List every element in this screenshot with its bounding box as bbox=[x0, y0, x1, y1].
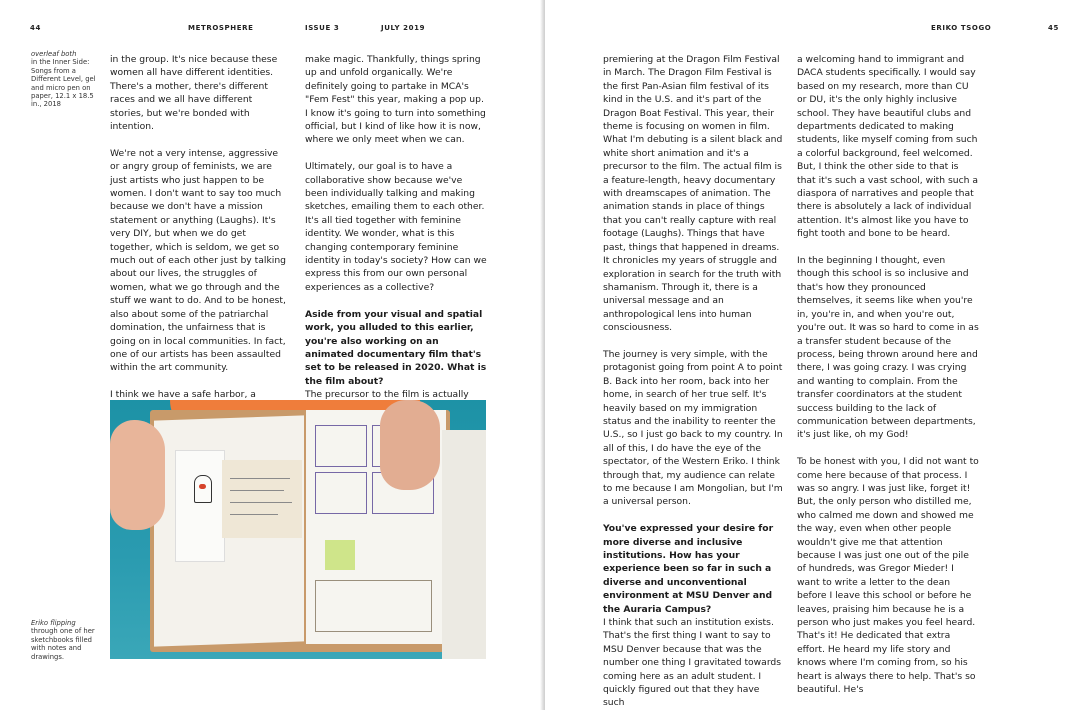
interview-question: Aside from your visual and spatial work, you alluded to this earlier, you're also working on an animated documentary film that's set to be released in 2020. What is the film about? bbox=[305, 308, 487, 387]
caption-photo-title: Eriko flipping bbox=[31, 619, 76, 627]
green-sticky-note bbox=[325, 540, 355, 570]
handwriting-line bbox=[230, 478, 290, 479]
left-page bbox=[0, 0, 543, 710]
article-column-1 bbox=[110, 53, 286, 428]
caption-photo bbox=[31, 619, 101, 661]
storyboard-frame bbox=[315, 425, 367, 467]
article-column-3 bbox=[603, 53, 783, 710]
figure-drawing bbox=[194, 475, 212, 503]
paragraph: premiering at the Dragon Film Festival in March. The Dragon Film Festival is the first Pan-Asian film festival of its kind in the U.S. and it's part of the Dragon Boat Festival. This year, their theme is focusing on women in film. What I'm debuting is a silent black and white short animation and it's a precursor to the film. The actual film is a feature-length, heavy documentary with dreamscapes of animation. The animation stands in place of things that you can't really capture with real footage (Laughs). Things that have past, things that happened in dreams. It chronicles my years of struggle and exploration in search for the truth with shamanism. Through it, there is a universal message and an anthropological lens into human consciousness. bbox=[603, 54, 783, 334]
loose-sketch-card bbox=[175, 450, 225, 562]
paragraph: I think that such an institution exists. That's the first thing I want to say to MSU Denver because that was the number one thing I gravitated towards coming here as an adult student. I quickly figured out that they have such bbox=[603, 617, 782, 709]
loose-papers bbox=[442, 430, 486, 659]
note-sheet bbox=[222, 460, 302, 538]
paragraph: make magic. Thankfully, things spring up and unfold organically. We're definitely going to partake in MCA's "Fem Fest" this year, making a pop up. I know it's going to turn into something official, but I kind of like how it is now, where we only meet when we can. bbox=[305, 54, 486, 146]
paragraph: To be honest with you, I did not want to come here because of that process. I was so angry. I was just like, forget it! But, the only person who distilled me, who calmed me down and showed me the way, even when other people wouldn't give me that attention because I was just one out of the pile of hundreds, was Gregor Mieder! I want to write a letter to the dean before I leave this school or before he leaves, praising him because he is a person who just makes you feel heard. That's it! He dedicated that extra effort. He heard my life story and knows where I'm coming from, so his heart is always there to help. That's so beautiful. He's bbox=[797, 456, 979, 696]
paragraph: The precursor to the film is actually bbox=[305, 389, 469, 401]
paragraph: in the group. It's nice because these women all have different identities. There's a mother, there's different races and we all have different stories, but we're bonded with intention. bbox=[110, 54, 278, 133]
article-column-4 bbox=[797, 53, 979, 710]
caption-artwork bbox=[31, 50, 99, 109]
interview-question: You've expressed your desire for more diverse and inclusive institutions. How has your experience been so far in such a diverse and unconventional environment at MSU Denver and the Auraria Campus? bbox=[603, 523, 774, 615]
page-number-right: 45 bbox=[1048, 24, 1059, 32]
caption-artwork-body: in the Inner Side: Songs from a Different Level, gel and micro pen on paper, 12.1 x 18.5 in., 2018 bbox=[31, 58, 96, 109]
article-column-2 bbox=[305, 53, 487, 415]
paragraph: a welcoming hand to immigrant and DACA students specifically. I would say based on my research, more than CU or DU, it's the only highly inclusive school. They have beautiful clubs and departments dedicated to making students, like myself coming from such a colorful background, feel welcomed. But, I think the other side to that is that it's such a vast school, with such a diaspora of narratives and people that there is absolutely a lack of individual attention. It's almost like you have to fight tooth and bone to be heard. bbox=[797, 54, 979, 240]
left-hand bbox=[110, 420, 165, 530]
right-hand bbox=[380, 400, 440, 490]
paragraph: Ultimately, our goal is to have a collaborative show because we've been individually talking and making sketches, emailing them to each other. It's all tied together with feminine identity. We wonder, what is this changing contemporary feminine identity in today's society? How can we express this from our own personal experiences as a collective? bbox=[305, 161, 487, 293]
issue-label: ISSUE 3 bbox=[305, 24, 340, 32]
right-page bbox=[545, 0, 1088, 710]
caption-artwork-title: overleaf both bbox=[31, 50, 77, 58]
handwriting-line bbox=[230, 490, 284, 491]
paragraph: The journey is very simple, with the protagonist going from point A to point B. Back into her room, back into her home, in search of her true self. It's heavily based on my immigration status and the inability to reenter the U.S., so I just go back to my country. In all of this, I do have the eye of the spectator, of the Western Eriko. I think through that, my audience can relate to me because I am Mongolian, but I'm a universal person. bbox=[603, 348, 783, 508]
paragraph: We're not a very intense, aggressive or angry group of feminists, we are just artists who just happen to be women. I don't want to say too much because we don't have a mission statement or anything (Laughs). It's very DIY, but when we do get together, which is seldom, we get so much out of each other just by talking about our lives, the struggles of women, what we go through and the stuff we want to do. And to be honest, also about some of the patriarchal domination, the unfairness that is going on in local communities. In fact, one of our artists has been assaulted within the art community. bbox=[110, 147, 286, 374]
paragraph: In the beginning I thought, even though this school is so inclusive and that's how they pronounced themselves, it seems like when you're in, you're in, and when you're out, you're out. It was so hard to come in as a transfer student because of the process, being thrown around here and there, I was going crazy. I was crying and wanting to complain. From the transfer coordinators at the student success building to the lack of communication between departments, it's just like, oh my God! bbox=[797, 255, 979, 441]
sketchbook-photo bbox=[110, 400, 486, 659]
paragraph: I think we have a safe harbor, a bbox=[110, 389, 256, 401]
page-number-left: 44 bbox=[30, 24, 41, 32]
issue-date: JULY 2019 bbox=[381, 24, 426, 32]
animal-sketch bbox=[315, 580, 432, 632]
author-name: ERIKO TSOGO bbox=[931, 24, 992, 32]
storyboard-frame bbox=[315, 472, 367, 514]
handwriting-line bbox=[230, 514, 278, 515]
publication-title: METROSPHERE bbox=[188, 24, 254, 32]
caption-photo-body: through one of her sketchbooks filled with notes and drawings. bbox=[31, 627, 95, 661]
handwriting-line bbox=[230, 502, 292, 503]
